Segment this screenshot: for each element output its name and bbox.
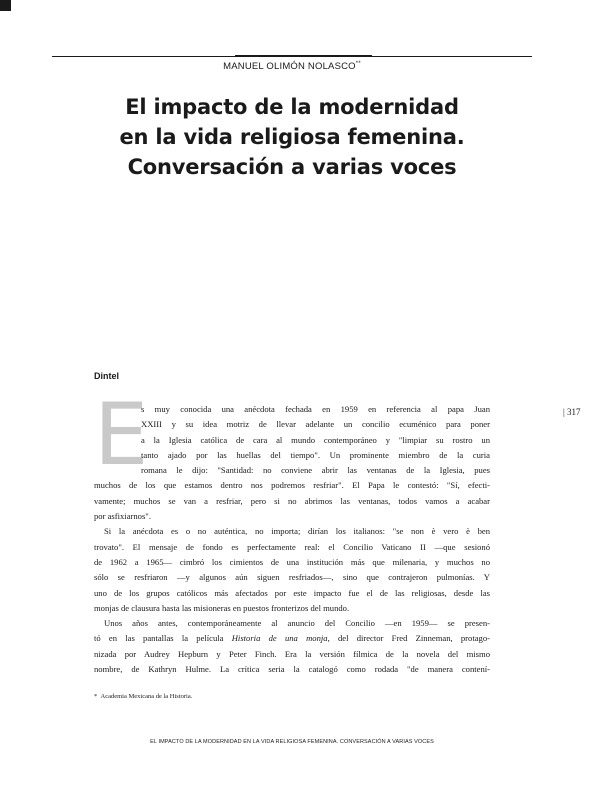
body-line: tanto ajado por las huellas del tiempo". Un prominente miembro de la curia (141, 449, 490, 460)
body-line: nombre, de Kathryn Hulme. La crítica seria la catalogó como rodada "de manera contení- (94, 664, 490, 675)
footnote-text: Academia Mexicana de la Historia. (100, 693, 193, 700)
title-line-1: El impacto de la modernidad (125, 95, 459, 119)
header-rule (52, 56, 532, 57)
body-line: a la Iglesia católica de cara al mundo contemporáneo y "limpiar su rostro un (141, 434, 490, 445)
drop-cap: E (94, 385, 149, 485)
header-rule-accent (235, 55, 372, 57)
body-text (94, 402, 490, 677)
section-heading: Dintel (94, 371, 120, 381)
body-line: Si la anécdota es o no auténtica, no importa; dirían los italianos: "se non è vero è ben (104, 526, 490, 537)
body-line: sólo se resfriaron —y algunos aún siguen resfriados—, sino que contrajeron pulmonías. Y (94, 572, 490, 583)
body-line: s muy conocida una anécdota fechada en 1959 en referencia al papa Juan (141, 404, 490, 414)
article-title (52, 92, 532, 182)
author-footnote-mark: ** (355, 61, 361, 67)
body-line: Unos años antes, contemporáneamente al anuncio del Concilio —en 1959— se presen- (104, 618, 490, 629)
title-line-3: Conversación a varias voces (127, 155, 457, 179)
running-footer: EL IMPACTO DE LA MODERNIDAD EN LA VIDA RELIGIOSA FEMENINA. CONVERSACIÓN A VARIAS VOCES (150, 739, 434, 745)
author-name (52, 61, 532, 72)
body-line: trovato". El mensaje de fondo es perfectamente real: el Concilio Vaticano II —que sesionó (94, 541, 490, 552)
corner-crop-mark (0, 0, 11, 11)
body-line-part: tó en las pantallas la película (94, 633, 232, 644)
footnote-mark: * (94, 693, 98, 700)
body-line: romana le dijo: "Santidad: no conviene abrir las ventanas de la Iglesia, pues (141, 465, 490, 476)
title-line-2: en la vida religiosa femenina. (119, 125, 465, 149)
body-line: XXIII y su idea motriz de llevar adelante un concilio ecuménico para poner (141, 419, 490, 430)
footnote (94, 693, 192, 700)
body-line: muchos de los que estamos dentro nos podremos resfriar". El Papa le contestó: "Sí, efecti- (94, 480, 490, 491)
body-line: por asfixiarnos". (94, 511, 151, 522)
body-line: vamente; muchos se van a resfriar, pero si no abrimos las ventanas, todos vamos a acabar (94, 495, 490, 506)
body-line: de 1962 a 1965— cimbró los cimientos de una institución más que milenaria, y muchos no (94, 556, 490, 567)
author-name-text: MANUEL OLIMÓN NOLASCO (223, 61, 356, 73)
body-line: monjas de clausura hasta las misioneras en puestos fronterizos del mundo. (94, 602, 350, 613)
page-number: | 317 (563, 407, 581, 417)
body-line: nizada por Audrey Hepburn y Peter Finch. Era la versión fílmica de la novela del mismo (94, 648, 490, 659)
body-line: uno de los grupos católicos más afectados por este impacto fue el de las religiosas, desde las (94, 587, 490, 598)
film-title: Historia de una monja (231, 633, 328, 644)
body-line-with-title (94, 631, 490, 646)
body-line-part: , del director Fred Zinneman, protago- (327, 633, 490, 644)
